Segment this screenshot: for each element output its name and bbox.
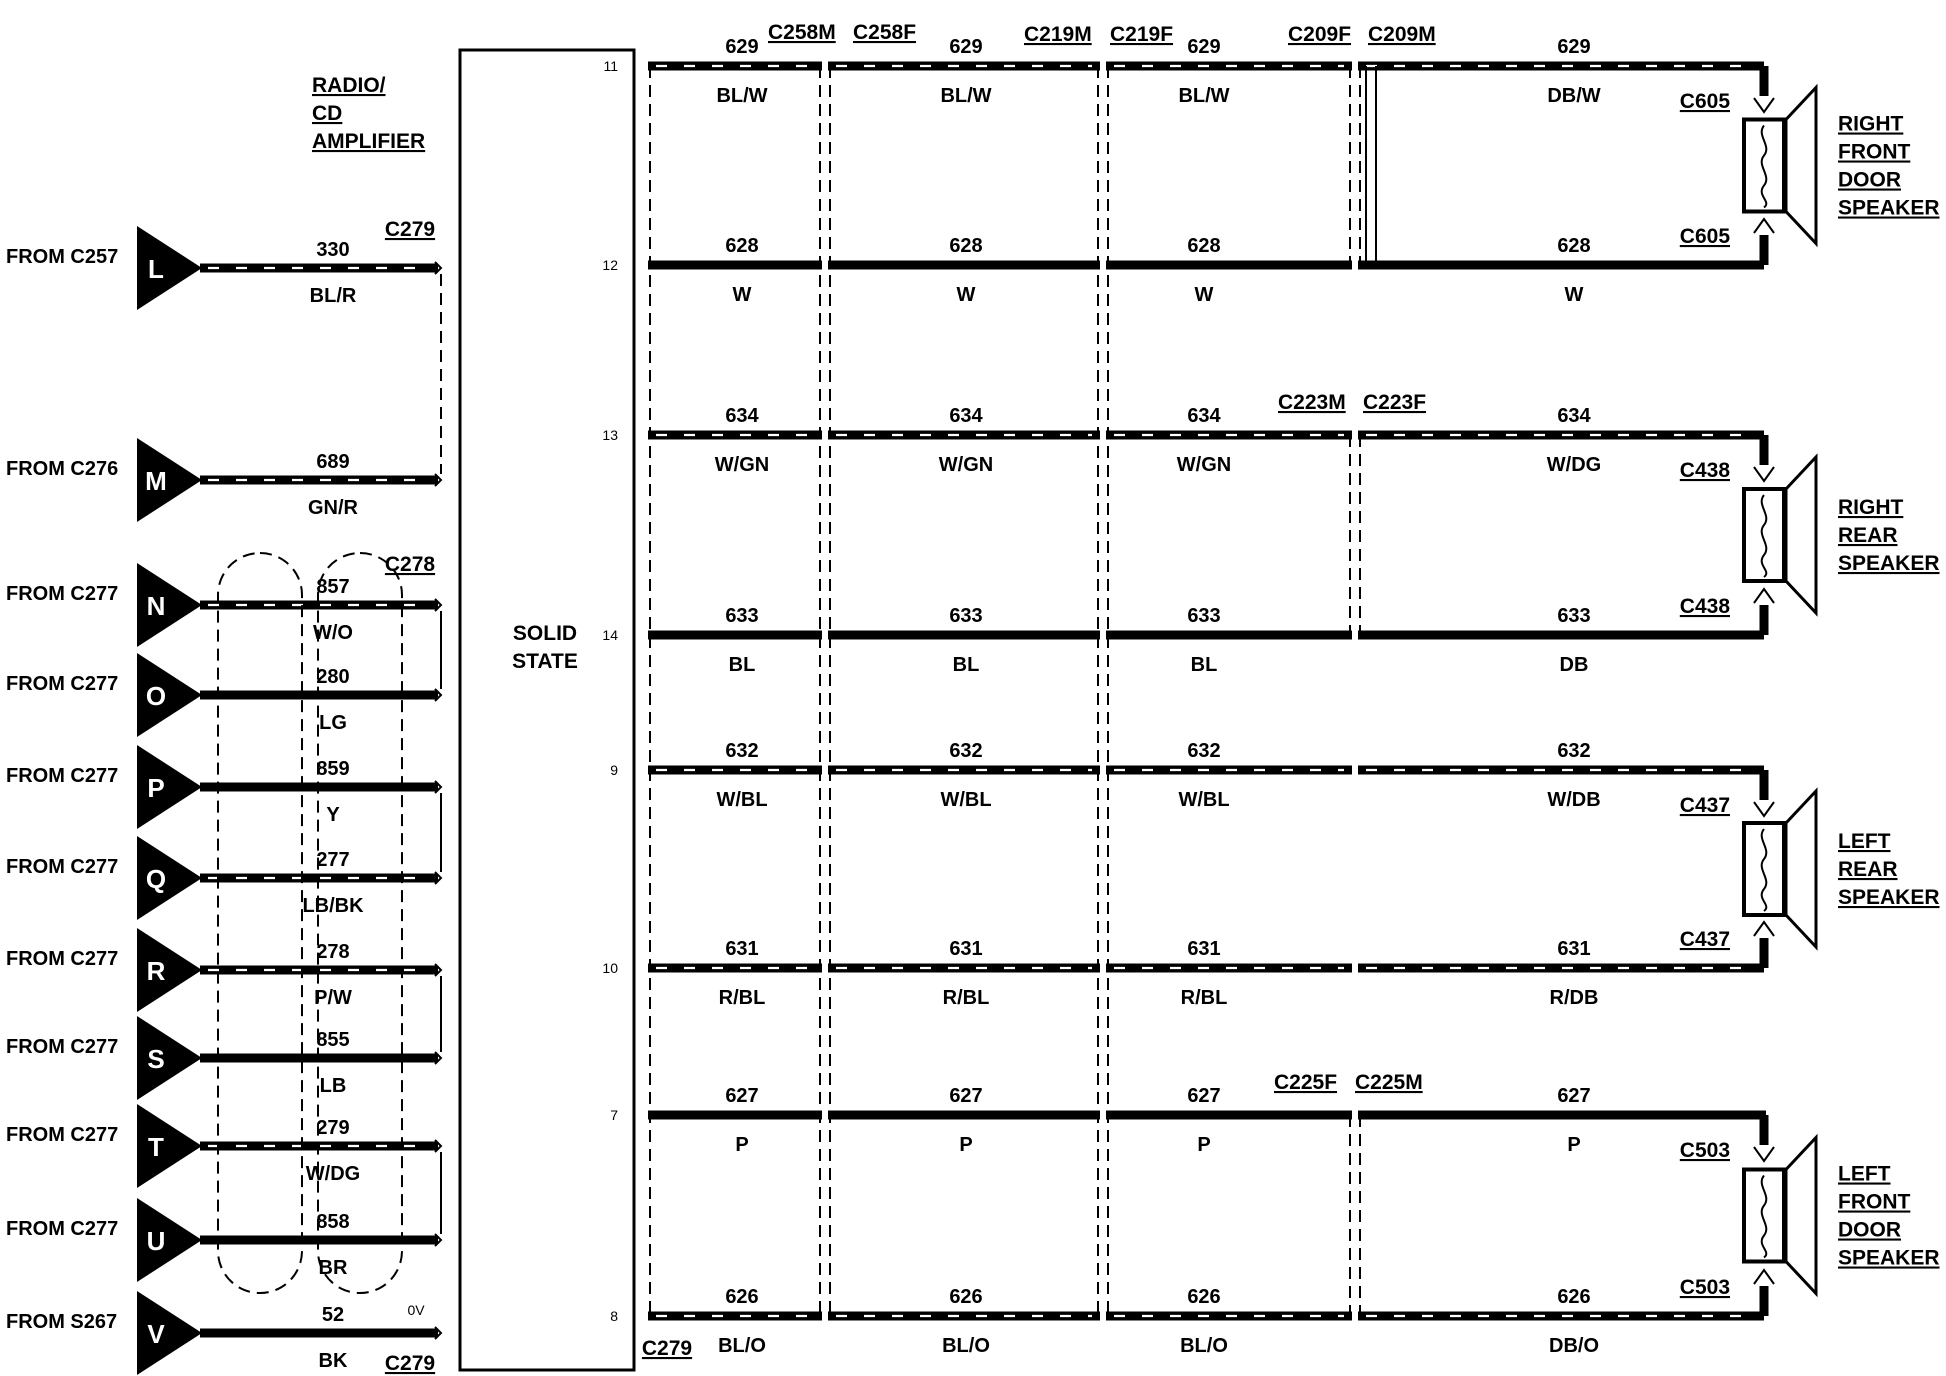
speaker-lead-connector — [1754, 219, 1774, 233]
output-wire-color: W/GN — [1176, 454, 1232, 476]
output-wire-color: DB — [1559, 654, 1589, 676]
input-circuit-number: 330 — [316, 239, 350, 261]
connector-c225f: C225F — [1274, 1071, 1338, 1094]
output-circuit-number: 632 — [1557, 740, 1591, 762]
output-circuit-number: 627 — [1187, 1085, 1221, 1107]
output-wire-color: P — [1197, 1134, 1211, 1156]
output-wire-color: W — [1564, 284, 1584, 306]
shield-ellipse-left — [218, 553, 302, 1293]
output-circuit-number: 631 — [1187, 938, 1221, 960]
output-circuit-number: 632 — [949, 740, 983, 762]
connector-c209f: C209F — [1288, 23, 1352, 46]
input-circuit-number: 858 — [316, 1211, 350, 1233]
output-wire-color: R/DB — [1549, 987, 1599, 1009]
speaker-cone — [1786, 88, 1816, 244]
connector-c219f: C219F — [1110, 23, 1174, 46]
input-circuit-number: 280 — [316, 666, 350, 688]
output-wiring — [602, 21, 1766, 1357]
input-wire-color: W/O — [313, 622, 353, 644]
output-wire-color: DB/O — [1549, 1335, 1599, 1357]
speaker-lead-connector — [1754, 98, 1774, 112]
input-wire-color: LG — [319, 712, 347, 734]
output-wire-color: BL/O — [942, 1335, 990, 1357]
output-circuit-number: 629 — [949, 36, 983, 58]
speaker-label-line: LEFT — [1838, 1162, 1891, 1186]
output-wire-color: R/BL — [1180, 987, 1228, 1009]
input-source-label: FROM C277 — [6, 948, 119, 970]
output-wire-color: BL/O — [718, 1335, 766, 1357]
input-source-label: FROM C277 — [6, 856, 119, 878]
connector-c279-bottom: C279 — [384, 1352, 436, 1375]
input-source-label: FROM C277 — [6, 583, 119, 605]
amplifier-module — [309, 50, 693, 1375]
amplifier-box — [460, 50, 634, 1370]
output-circuit-number: 627 — [1557, 1085, 1591, 1107]
input-flag-letter: M — [145, 466, 167, 496]
output-wire-color: BL — [728, 654, 756, 676]
amplifier-title-line: AMPLIFIER — [312, 130, 426, 153]
speaker-connector-top: C437 — [1679, 794, 1730, 817]
speaker-label-line: FRONT — [1838, 1190, 1911, 1214]
solid-state-label: STATE — [512, 650, 578, 673]
speaker-cone — [1786, 1138, 1816, 1294]
input-flag-letter: V — [147, 1319, 165, 1349]
input-wiring — [6, 226, 478, 1375]
speaker-label-line: RIGHT — [1838, 112, 1904, 136]
output-circuit-number: 634 — [1557, 405, 1591, 427]
output-circuit-number: 626 — [949, 1286, 983, 1308]
output-wire-color: BL — [1190, 654, 1218, 676]
output-circuit-number: 633 — [1557, 605, 1591, 627]
output-wire-color: BL/W — [940, 85, 992, 107]
speakers — [1680, 66, 1940, 1316]
output-circuit-number: 634 — [725, 405, 759, 427]
output-circuit-number: 628 — [949, 235, 983, 257]
amplifier-output-pin: 10 — [602, 960, 618, 976]
speaker-connector-top: C605 — [1679, 90, 1730, 113]
input-circuit-number: 859 — [316, 758, 350, 780]
input-circuit-number: 278 — [316, 941, 350, 963]
speaker-connector-bottom: C437 — [1679, 928, 1730, 951]
speaker-lead-connector — [1754, 1270, 1774, 1284]
input-circuit-number: 855 — [316, 1029, 350, 1051]
speaker-lead-connector — [1754, 922, 1774, 936]
output-wire-color: W/DG — [1546, 454, 1602, 476]
solid-state-label: SOLID — [512, 622, 578, 645]
connector-c223f: C223F — [1363, 391, 1427, 414]
speaker-label-line: SPEAKER — [1838, 196, 1940, 220]
input-wire-color: BR — [318, 1257, 348, 1279]
input-flag-letter: U — [146, 1226, 166, 1256]
output-wire-color: BL/W — [716, 85, 768, 107]
output-wire-color: W/BL — [1178, 789, 1230, 811]
amplifier-output-pin: 11 — [603, 58, 618, 74]
output-circuit-number: 632 — [1187, 740, 1221, 762]
connector-c219m: C219M — [1024, 23, 1092, 46]
output-wire-color: P — [959, 1134, 973, 1156]
amplifier-output-pin: 8 — [610, 1308, 618, 1324]
speaker-connector-top: C438 — [1679, 459, 1730, 482]
input-flag-letter: N — [146, 591, 166, 621]
input-source-label: FROM S267 — [6, 1311, 118, 1333]
output-circuit-number: 634 — [949, 405, 983, 427]
connector-c279-right: C279 — [641, 1337, 693, 1360]
speaker-label-line: REAR — [1838, 524, 1898, 547]
input-wire-color: Y — [326, 804, 340, 826]
speaker-cone — [1786, 791, 1816, 947]
speaker-label-line: SPEAKER — [1838, 552, 1940, 575]
speaker-cone — [1786, 457, 1816, 613]
output-wire-color: BL/O — [1180, 1335, 1228, 1357]
speaker-lead-connector — [1754, 1147, 1774, 1161]
amplifier-output-pin: 12 — [602, 257, 618, 273]
input-source-label: FROM C277 — [6, 1124, 119, 1146]
speaker-connector-bottom: C503 — [1679, 1276, 1730, 1299]
speaker-label-line: LEFT — [1838, 830, 1891, 853]
input-flag-letter: Q — [145, 864, 167, 894]
speaker-lead-connector — [1754, 589, 1774, 603]
input-wire-color: BK — [318, 1350, 348, 1372]
output-circuit-number: 631 — [725, 938, 759, 960]
input-source-label: FROM C277 — [6, 673, 119, 695]
input-flag-letter: S — [147, 1044, 165, 1074]
output-wire-color: W/BL — [940, 789, 992, 811]
input-wire-color: W/DG — [305, 1163, 361, 1185]
input-circuit-number: 277 — [316, 849, 350, 871]
output-circuit-number: 629 — [725, 36, 759, 58]
speaker-connector-top: C503 — [1679, 1139, 1730, 1162]
input-flag-letter: L — [148, 254, 164, 284]
input-circuit-number: 279 — [316, 1117, 350, 1139]
speaker-lead-connector — [1754, 802, 1774, 816]
input-flag-letter: T — [148, 1132, 164, 1162]
output-circuit-number: 629 — [1557, 36, 1591, 58]
output-circuit-number: 633 — [1187, 605, 1221, 627]
output-circuit-number: 629 — [1187, 36, 1221, 58]
output-circuit-number: 627 — [725, 1085, 759, 1107]
connector-c225m: C225M — [1355, 1071, 1423, 1094]
input-wire-color: LB — [319, 1075, 347, 1097]
speaker-lead-connector — [1754, 467, 1774, 481]
output-wire-color: R/BL — [942, 987, 990, 1009]
speaker-label-line: DOOR — [1838, 1218, 1901, 1242]
output-circuit-number: 626 — [725, 1286, 759, 1308]
output-wire-color: W/GN — [714, 454, 770, 476]
connector-c279-top: C279 — [384, 218, 436, 241]
input-wire-color: GN/R — [308, 497, 358, 519]
output-circuit-number: 626 — [1187, 1286, 1221, 1308]
input-circuit-number: 689 — [316, 451, 350, 473]
connector-c258m: C258M — [768, 21, 836, 44]
output-wire-color: P — [1567, 1134, 1581, 1156]
output-wire-color: W/BL — [716, 789, 768, 811]
output-circuit-number: 634 — [1187, 405, 1221, 427]
output-circuit-number: 628 — [725, 235, 759, 257]
amplifier-output-pin: 13 — [602, 427, 618, 443]
input-flag — [137, 226, 202, 310]
output-wire-color: W — [732, 284, 752, 306]
speaker-label-line: SPEAKER — [1838, 886, 1940, 909]
output-wire-color: P — [735, 1134, 749, 1156]
output-wire-color: W/DB — [1547, 789, 1601, 811]
output-circuit-number: 632 — [725, 740, 759, 762]
input-source-label: FROM C276 — [6, 458, 119, 480]
speaker-label-line: DOOR — [1838, 168, 1901, 192]
output-circuit-number: 631 — [1557, 938, 1591, 960]
connector-c278: C278 — [384, 553, 436, 576]
speaker-label-line: SPEAKER — [1838, 1246, 1940, 1270]
amplifier-output-pin: 9 — [610, 762, 618, 778]
input-source-label: FROM C277 — [6, 1218, 119, 1240]
output-circuit-number: 626 — [1557, 1286, 1591, 1308]
amplifier-title-line: CD — [312, 102, 343, 125]
output-circuit-number: 627 — [949, 1085, 983, 1107]
speaker-label-line: REAR — [1838, 858, 1898, 881]
zero-volt-label: 0V — [407, 1302, 425, 1318]
output-wire-color: BL/W — [1178, 85, 1230, 107]
output-wire-color: W — [956, 284, 976, 306]
output-circuit-number: 633 — [949, 605, 983, 627]
output-wire-color: W/GN — [938, 454, 994, 476]
input-wire-color: P/W — [314, 987, 352, 1009]
connector-c258f: C258F — [853, 21, 917, 44]
input-flag — [137, 1104, 202, 1188]
output-wire-color: DB/W — [1547, 85, 1601, 107]
input-flag-letter: O — [145, 681, 167, 711]
input-circuit-number: 857 — [316, 576, 350, 598]
output-circuit-number: 628 — [1557, 235, 1591, 257]
amplifier-output-pin: 14 — [602, 627, 618, 643]
output-circuit-number: 631 — [949, 938, 983, 960]
input-source-label: FROM C277 — [6, 1036, 119, 1058]
input-flag-letter: P — [147, 773, 165, 803]
speaker-connector-bottom: C438 — [1679, 595, 1730, 618]
output-wire-color: BL — [952, 654, 980, 676]
connector-c223m: C223M — [1278, 391, 1346, 414]
input-source-label: FROM C277 — [6, 765, 119, 787]
speaker-label-line: FRONT — [1838, 140, 1911, 164]
input-source-label: FROM C257 — [6, 246, 119, 268]
connector-c209m: C209M — [1368, 23, 1436, 46]
amplifier-title-line: RADIO/ — [312, 74, 386, 97]
speaker-label-line: RIGHT — [1838, 496, 1904, 519]
input-circuit-number: 52 — [321, 1304, 345, 1326]
input-wire-color: LB/BK — [302, 895, 364, 917]
input-wire-color: BL/R — [309, 285, 357, 307]
output-wire-color: R/BL — [718, 987, 766, 1009]
amplifier-output-pin: 7 — [610, 1107, 618, 1123]
speaker-connector-bottom: C605 — [1679, 225, 1730, 248]
output-wire-color: W — [1194, 284, 1214, 306]
output-circuit-number: 628 — [1187, 235, 1221, 257]
input-flag-letter: R — [146, 956, 166, 986]
output-circuit-number: 633 — [725, 605, 759, 627]
